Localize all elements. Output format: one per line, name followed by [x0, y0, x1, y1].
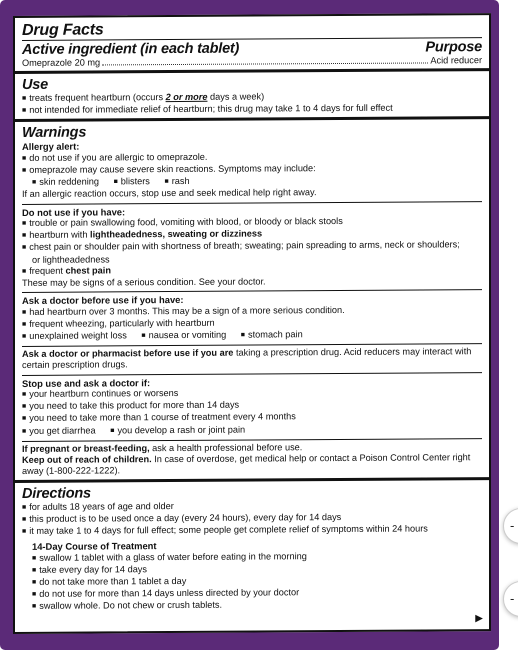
drug-facts-title: Drug Facts: [22, 21, 104, 39]
dnu-line-1: ■ trouble or pain swallowing food, vomiting with blood, or bloody or black stools: [22, 215, 482, 230]
directions-line-2: ■ this product is to be used once a day (every 24 hours), every day for 14 days: [22, 511, 482, 526]
purpose-heading: Purpose: [425, 39, 482, 56]
allergy-line-1: ■ do not use if you are allergic to omeprazole.: [22, 150, 482, 165]
course-line-3: ■ do not take more than 1 tablet a day: [22, 574, 482, 589]
dnu-line-4: ■ frequent chest pain: [22, 263, 482, 278]
keep-out-of-reach: Keep out of reach of children. In case of overdose, get medical help or contact a Poison Control Center right away (1-800-222-1222).: [22, 452, 471, 477]
course-line-1: ■ swallow 1 tablet with a glass of water before eating in the morning: [22, 550, 482, 565]
ask-item: ■ unexplained weight loss: [22, 330, 127, 341]
symptom-item: ■ rash: [164, 176, 189, 186]
ingredient-row: [22, 55, 482, 69]
do-not-use-heading: Do not use if you have:: [22, 205, 126, 218]
stop-item: ■ you get diarrhea: [22, 425, 96, 435]
dnu-line-2: ■ heartburn with lightheadedness, sweating or dizziness: [22, 227, 482, 242]
course-line-2: ■ take every day for 14 days: [22, 562, 482, 577]
dnu-line-3b: or lightheadedness: [32, 254, 110, 265]
allergy-line-2: ■ omeprazole may cause severe skin reactions. Symptoms may include:: [22, 162, 482, 177]
course-line-5: ■ swallow whole. Do not chew or crush tablets.: [22, 598, 482, 613]
stop-line-3: ■ you need to take more than 1 course of treatment every 4 months: [22, 411, 482, 426]
use-heading: Use: [22, 76, 48, 93]
use-line-2: ■ not intended for immediate relief of heartburn; this drug may take 1 to 4 days for full effect: [22, 102, 482, 117]
dash-icon: -: [510, 518, 515, 533]
dnu-line-3: ■ chest pain or shoulder pain with shortness of breath; sweating; pain spreading to arms, neck or shoulders;: [22, 240, 482, 255]
ingredient-name: Omeprazole 20 mg: [22, 57, 101, 68]
symptom-item: ■ blisters: [114, 176, 150, 186]
ask-item: ■ nausea or vomiting: [141, 330, 226, 341]
next-arrow-icon[interactable]: ▶: [475, 613, 483, 625]
pregnancy-warning: If pregnant or breast-feeding, ask a health professional before use.: [22, 442, 303, 454]
symptom-item: ■ skin reddening: [32, 177, 99, 187]
ask-line-1: ■ had heartburn over 3 months. This may be a sign of a more serious condition.: [22, 304, 482, 319]
side-scroll-button-lower[interactable]: [503, 581, 518, 617]
pharmacist-warning: Ask a doctor or pharmacist before use if you are taking a prescription drug. Acid reducers may interact with certain prescription drugs.: [22, 346, 472, 371]
active-ingredient-heading: Active ingredient (in each tablet): [22, 40, 240, 58]
dash-icon: -: [510, 591, 515, 606]
directions-line-3: ■ it may take 1 to 4 days for full effect; some people get complete relief of symptoms within 24 hours: [22, 523, 482, 538]
directions-heading: Directions: [22, 485, 91, 502]
drug-facts-panel: [13, 13, 491, 634]
stop-line-2: ■ you need to take this product for more than 14 days: [22, 398, 482, 413]
course-heading: 14-Day Course of Treatment: [32, 540, 157, 552]
warnings-heading: Warnings: [22, 124, 87, 142]
stop-item: ■ you develop a rash or joint pain: [110, 424, 245, 435]
allergy-line-3: If an allergic reaction occurs, stop use and seek medical help right away.: [22, 187, 317, 200]
side-scroll-button-upper[interactable]: [503, 508, 518, 544]
ask-item: ■ stomach pain: [241, 329, 303, 339]
use-line-1: ■ treats frequent heartburn (occurs 2 or more days a week): [22, 90, 482, 105]
allergy-heading: Allergy alert:: [22, 141, 80, 153]
stop-items: [22, 423, 482, 438]
stop-line-1: ■ your heartburn continues or worsens: [22, 386, 482, 401]
dnu-line-5: These may be signs of a serious condition. See your doctor.: [22, 276, 266, 288]
ingredient-purpose: Acid reducer: [430, 55, 482, 66]
course-line-4: ■ do not use for more than 14 days unless directed by your doctor: [22, 586, 482, 601]
stop-use-heading: Stop use and ask a doctor if:: [22, 376, 151, 389]
directions-line-1: ■ for adults 18 years of age and older: [22, 499, 482, 514]
ask-items: [22, 328, 482, 343]
ask-line-2: ■ frequent wheezing, particularly with heartburn: [22, 316, 482, 331]
ask-doctor-heading: Ask a doctor before use if you have:: [22, 294, 184, 307]
